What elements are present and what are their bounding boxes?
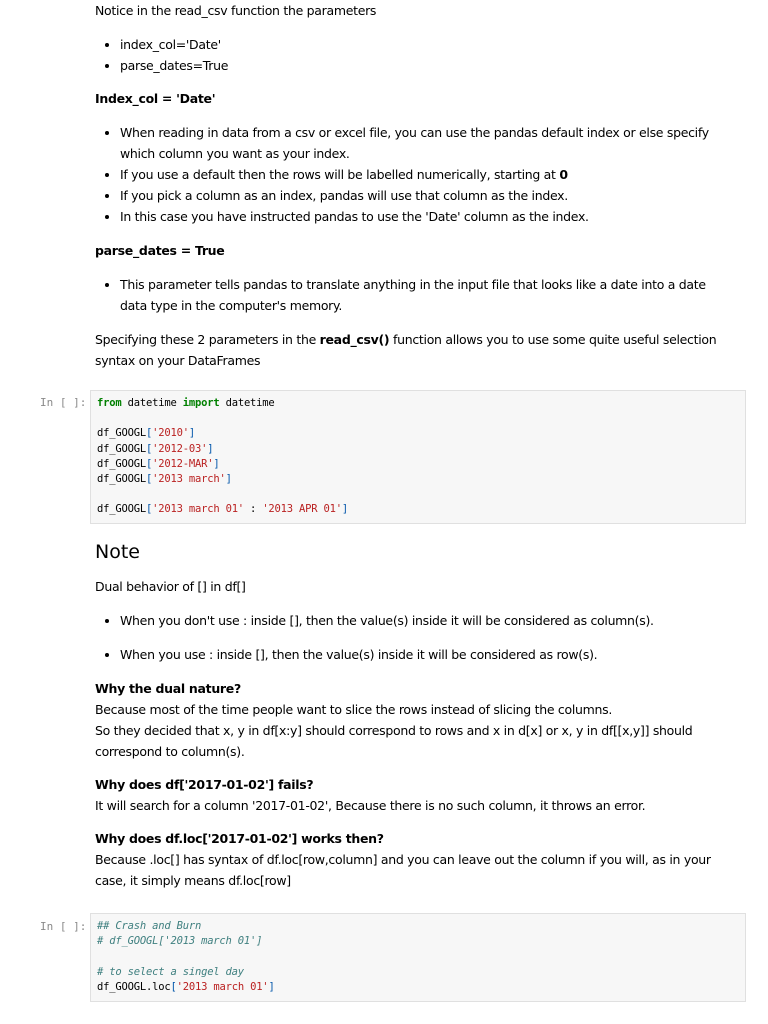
bullet-index-col: • index_col='Date' bbox=[120, 34, 725, 55]
index-col-heading: Index_col = 'Date' bbox=[95, 91, 216, 106]
cell-prompt-1: In [ ]: bbox=[40, 396, 87, 409]
note-title: Note bbox=[95, 541, 140, 563]
dual-behavior-text: Dual behavior of [] in df[] bbox=[95, 579, 246, 594]
parse-dates-heading: parse_dates = True bbox=[95, 243, 225, 258]
dual-bullet-list-2 bbox=[95, 644, 725, 665]
markdown-cell-parameters bbox=[95, 0, 725, 371]
code-cell-2[interactable]: ## Crash and Burn # df_GOOGL['2013 march 01'] # to select a singel day df_GOOGL.loc['2013 march 01'] bbox=[90, 913, 746, 1002]
index-col-bullet-4: • In this case you have instructed pandas to use the 'Date' column as the index. bbox=[120, 206, 725, 227]
index-col-bullet-3: • If you pick a column as an index, pandas will use that column as the index. bbox=[120, 185, 725, 206]
parse-dates-bullet-list bbox=[95, 274, 725, 316]
index-col-bullet-1: • When reading in data from a csv or excel file, you can use the pandas default index or else specify which column you want as your index. bbox=[120, 122, 725, 164]
index-col-bullet-list bbox=[95, 122, 725, 227]
question-2: Why does df['2017-01-02'] fails? bbox=[95, 777, 314, 792]
question-3: Why does df.loc['2017-01-02'] works then? bbox=[95, 831, 384, 846]
parse-dates-bullet-1: • This parameter tells pandas to translate anything in the input file that looks like a date into a date data type in the computer's memory. bbox=[120, 274, 725, 316]
answer-1-line-2: So they decided that x, y in df[x:y] should correspond to rows and x in d[x] or x, y in df[[x,y]] should correspond to column(s). bbox=[95, 723, 693, 759]
question-1: Why the dual nature? bbox=[95, 681, 241, 696]
dual-bullet-list-1 bbox=[95, 610, 725, 631]
markdown-cell-note bbox=[95, 542, 725, 891]
specifying-text: Specifying these 2 parameters in the read_csv() function allows you to use some quite useful selection syntax on your DataFrames bbox=[95, 332, 717, 368]
dual-bullet-1: • When you don't use : inside [], then the value(s) inside it will be considered as column(s). bbox=[120, 610, 725, 631]
cell-prompt-2: In [ ]: bbox=[40, 920, 87, 933]
answer-2: It will search for a column '2017-01-02', Because there is no such column, it throws an error. bbox=[95, 798, 646, 813]
dual-bullet-2: • When you use : inside [], then the value(s) inside it will be considered as row(s). bbox=[120, 644, 725, 665]
answer-1-line-1: Because most of the time people want to slice the rows instead of slicing the columns. bbox=[95, 702, 612, 717]
answer-3: Because .loc[] has syntax of df.loc[row,column] and you can leave out the column if you will, as in your case, it simply means df.loc[row] bbox=[95, 852, 711, 888]
index-col-bullet-2: • If you use a default then the rows will be labelled numerically, starting at 0 bbox=[120, 164, 725, 185]
intro-bullet-list bbox=[95, 34, 725, 76]
intro-text: Notice in the read_csv function the parameters bbox=[95, 3, 377, 18]
code-cell-1[interactable]: from datetime import datetime df_GOOGL['2010'] df_GOOGL['2012-03'] df_GOOGL['2012-MAR'] df_GOOGL['2013 march'] df_GOOGL['2013 march 01' : '2013 APR 01'] bbox=[90, 390, 746, 524]
bullet-parse-dates: • parse_dates=True bbox=[120, 55, 725, 76]
